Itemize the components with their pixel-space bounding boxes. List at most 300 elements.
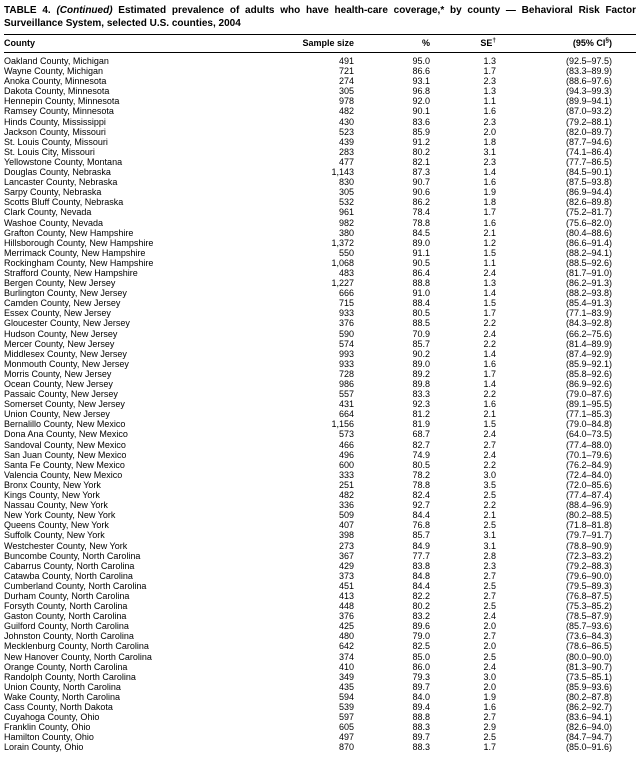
ci-cell: (80.2–88.5) [565,510,612,521]
county-cell: Yellowstone County, Montana [4,156,123,167]
se-cell: 2.5 [483,490,496,501]
sample-size-cell: 349 [338,671,354,682]
percent-cell: 91.2 [412,136,430,147]
table-row [4,76,636,86]
sample-size-cell: 978 [338,96,354,107]
ci-cell: (79.5–89.3) [565,580,612,591]
sample-size-cell: 539 [338,702,354,712]
table-row [4,742,636,752]
se-cell: 1.8 [483,197,496,208]
table-row [4,530,636,540]
percent-cell: 86.6 [412,66,430,77]
county-cell: Nassau County, New York [4,500,108,511]
sample-size-cell: 1,227 [331,278,354,289]
sample-size-cell: 373 [338,570,354,581]
county-cell: Catawba County, North Carolina [4,570,133,581]
ci-cell: (75.2–81.7) [565,207,612,218]
percent-cell: 82.2 [412,590,430,601]
ci-cell: (83.6–94.1) [565,712,612,723]
table-row [4,551,636,561]
se-cell: 1.1 [483,96,496,107]
percent-cell: 82.1 [412,156,430,167]
county-cell: Orange County, North Carolina [4,661,128,672]
county-cell: Ramsey County, Minnesota [4,106,114,117]
county-cell: Union County, North Carolina [4,681,121,692]
sample-size-cell: 448 [338,601,354,612]
se-cell: 1.6 [483,399,496,410]
table-row [4,480,636,490]
sample-size-cell: 532 [338,197,354,208]
ci-cell: (85.8–92.6) [565,368,612,379]
sample-size-cell: 491 [338,56,354,66]
percent-cell: 76.8 [412,520,430,531]
sample-size-cell: 477 [338,156,354,167]
percent-cell: 78.4 [412,207,430,218]
table-row [4,329,636,339]
sample-size-cell: 480 [338,631,354,642]
county-cell: Suffolk County, New York [4,530,105,541]
ci-cell: (66.2–75.6) [565,328,612,339]
county-cell: Hinds County, Mississippi [4,116,106,127]
ci-cell: (88.2–93.8) [565,288,612,299]
sample-size-cell: 482 [338,490,354,501]
sample-size-cell: 982 [338,217,354,228]
percent-cell: 91.0 [412,288,430,299]
percent-cell: 89.7 [412,732,430,743]
column-header-ci-label: (95% CI [572,38,606,48]
percent-cell: 83.6 [412,116,430,127]
sample-size-cell: 496 [338,449,354,460]
percent-cell: 89.0 [412,237,430,248]
sample-size-cell: 728 [338,368,354,379]
table-row [4,692,636,702]
county-cell: Douglas County, Nebraska [4,167,111,178]
table-row [4,167,636,177]
ci-cell: (86.2–91.3) [565,278,612,289]
sample-size-cell: 497 [338,732,354,743]
se-cell: 2.4 [483,661,496,672]
ci-cell: (64.0–73.5) [565,429,612,440]
percent-cell: 90.2 [412,348,430,359]
se-cell: 2.0 [483,621,496,632]
se-cell: 2.7 [483,712,496,723]
se-cell: 2.7 [483,631,496,642]
percent-cell: 78.8 [412,479,430,490]
sample-size-cell: 590 [338,328,354,339]
sample-size-cell: 413 [338,590,354,601]
sample-size-cell: 273 [338,540,354,551]
ci-cell: (77.1–85.3) [565,409,612,420]
column-header-county [4,35,254,53]
se-cell: 1.9 [483,691,496,702]
percent-cell: 77.7 [412,550,430,561]
ci-cell: (84.3–92.8) [565,318,612,329]
sample-size-cell: 283 [338,146,354,157]
table-row [4,450,636,460]
ci-cell: (80.2–87.8) [565,691,612,702]
table-row [4,288,636,298]
ci-cell: (89.9–94.1) [565,96,612,107]
table-row [4,389,636,399]
percent-cell: 92.3 [412,399,430,410]
column-header-ci-close-paren: ) [609,38,612,48]
percent-cell: 84.8 [412,570,430,581]
table-row [4,601,636,611]
sample-size-cell: 376 [338,318,354,329]
county-cell: Valencia County, New Mexico [4,469,123,480]
column-header-ci [496,35,636,53]
table-row [4,298,636,308]
ci-cell: (82.0–89.7) [565,126,612,137]
table-header-row [4,35,636,53]
prevalence-table [4,34,636,752]
county-cell: St. Louis City, Missouri [4,146,95,157]
sample-size-cell: 333 [338,469,354,480]
table-title-continued: (Continued) [56,5,113,16]
sample-size-cell: 573 [338,429,354,440]
se-cell: 1.4 [483,348,496,359]
ci-cell: (81.4–89.9) [565,338,612,349]
ci-cell: (80.0–90.0) [565,651,612,662]
ci-cell: (73.6–84.3) [565,631,612,642]
percent-cell: 79.0 [412,631,430,642]
county-cell: Anoka County, Minnesota [4,76,107,87]
percent-cell: 89.7 [412,681,430,692]
ci-cell: (74.1–86.4) [565,146,612,157]
table-row [4,127,636,137]
percent-cell: 83.8 [412,560,430,571]
county-cell: St. Louis County, Missouri [4,136,108,147]
sample-size-cell: 594 [338,691,354,702]
ci-cell: (94.3–99.3) [565,86,612,97]
sample-size-cell: 961 [338,207,354,218]
sample-size-cell: 429 [338,560,354,571]
percent-cell: 84.0 [412,691,430,702]
ci-cell: (92.5–97.5) [565,56,612,66]
se-cell: 1.5 [483,298,496,309]
percent-cell: 80.2 [412,601,430,612]
sample-size-cell: 380 [338,227,354,238]
se-cell: 1.8 [483,136,496,147]
se-cell: 1.1 [483,257,496,268]
county-cell: Cabarrus County, North Carolina [4,560,135,571]
county-cell: Cass County, North Dakota [4,702,113,712]
sample-size-cell: 398 [338,530,354,541]
table-row [4,197,636,207]
county-cell: Kings County, New York [4,490,100,501]
percent-cell: 88.4 [412,298,430,309]
ci-cell: (75.6–82.0) [565,217,612,228]
table-row [4,268,636,278]
county-cell: Mercer County, New Jersey [4,338,115,349]
table-row [4,520,636,530]
ci-cell: (87.7–94.6) [565,136,612,147]
sample-size-cell: 336 [338,500,354,511]
ci-cell: (79.6–90.0) [565,570,612,581]
ci-cell: (76.2–84.9) [565,459,612,470]
se-cell: 1.6 [483,106,496,117]
se-cell: 2.2 [483,338,496,349]
sample-size-cell: 1,143 [331,167,354,178]
county-cell: Morris County, New Jersey [4,368,112,379]
sample-size-cell: 251 [338,479,354,490]
se-cell: 1.4 [483,167,496,178]
se-cell: 1.5 [483,419,496,430]
table-row [4,53,636,67]
ci-cell: (86.6–91.4) [565,237,612,248]
table-row [4,672,636,682]
se-cell: 2.2 [483,459,496,470]
table-row [4,177,636,187]
county-cell: San Juan County, New Mexico [4,449,127,460]
ci-cell: (89.1–95.5) [565,399,612,410]
table-row [4,470,636,480]
county-cell: Wayne County, Michigan [4,66,104,77]
se-cell: 2.5 [483,732,496,743]
ci-cell: (85.4–91.3) [565,298,612,309]
sample-size-cell: 482 [338,106,354,117]
table-row [4,258,636,268]
county-cell: Monmouth County, New Jersey [4,358,129,369]
se-cell: 2.3 [483,560,496,571]
table-row [4,541,636,551]
percent-cell: 85.9 [412,126,430,137]
percent-cell: 82.5 [412,641,430,652]
county-cell: Strafford County, New Hampshire [4,267,138,278]
county-cell: Jackson County, Missouri [4,126,106,137]
table-row [4,429,636,439]
table-row [4,106,636,116]
table-title-label: TABLE 4. [4,5,57,16]
percent-cell: 79.3 [412,671,430,682]
percent-cell: 83.3 [412,389,430,400]
table-row [4,652,636,662]
table-row [4,591,636,601]
table-row [4,228,636,238]
percent-cell: 89.0 [412,358,430,369]
percent-cell: 85.0 [412,651,430,662]
table-row [4,561,636,571]
percent-cell: 91.1 [412,247,430,258]
se-cell: 1.6 [483,702,496,712]
se-cell: 1.3 [483,86,496,97]
se-cell: 3.1 [483,540,496,551]
se-cell: 2.4 [483,449,496,460]
percent-cell: 90.1 [412,106,430,117]
sample-size-cell: 664 [338,409,354,420]
sample-size-cell: 374 [338,651,354,662]
ci-cell: (79.2–88.1) [565,116,612,127]
table-row [4,96,636,106]
ci-cell: (76.8–87.5) [565,590,612,601]
percent-cell: 90.7 [412,177,430,188]
sample-size-cell: 509 [338,510,354,521]
se-cell: 1.7 [483,66,496,77]
table-row [4,409,636,419]
ci-cell: (84.7–94.7) [565,732,612,743]
column-header-county-label: County [4,38,35,48]
sample-size-cell: 430 [338,116,354,127]
percent-cell: 92.7 [412,500,430,511]
percent-cell: 68.7 [412,429,430,440]
percent-cell: 84.5 [412,227,430,238]
table-row [4,490,636,500]
ci-cell: (79.0–87.6) [565,389,612,400]
table-title-text: Estimated prevalence of adults who have health-care coverage,* by county — Behavioral Risk Factor Surveillance System, selected U.S. counties, 2004 [4,5,637,29]
table-row [4,510,636,520]
sample-size-cell: 666 [338,288,354,299]
se-cell: 2.2 [483,318,496,329]
table-row [4,308,636,318]
county-cell: Mecklenburg County, North Carolina [4,641,149,652]
sample-size-cell: 305 [338,187,354,198]
percent-cell: 88.8 [412,712,430,723]
sample-size-cell: 1,068 [331,257,354,268]
table-row [4,278,636,288]
ci-cell: (72.0–85.6) [565,479,612,490]
se-cell: 3.1 [483,146,496,157]
sample-size-cell: 483 [338,267,354,278]
se-cell: 2.1 [483,409,496,420]
percent-cell: 86.2 [412,197,430,208]
ci-cell: (78.5–87.9) [565,611,612,622]
table-title [4,5,636,30]
percent-cell: 88.5 [412,318,430,329]
table-row [4,339,636,349]
percent-cell: 84.9 [412,540,430,551]
percent-cell: 82.7 [412,439,430,450]
table-row [4,581,636,591]
se-cell: 1.3 [483,56,496,66]
county-cell: Rockingham County, New Hampshire [4,257,154,268]
percent-cell: 78.2 [412,469,430,480]
percent-cell: 74.9 [412,449,430,460]
table-header [4,35,636,53]
table-row [4,399,636,409]
sample-size-cell: 367 [338,550,354,561]
sample-size-cell: 574 [338,338,354,349]
county-cell: Somerset County, New Jersey [4,399,125,410]
percent-cell: 90.6 [412,187,430,198]
county-cell: Ocean County, New Jersey [4,379,113,389]
county-cell: Westchester County, New York [4,540,128,551]
table-row [4,440,636,450]
se-cell: 2.7 [483,439,496,450]
sample-size-cell: 523 [338,126,354,137]
table-row [4,702,636,712]
se-cell: 2.2 [483,389,496,400]
county-cell: Burlington County, New Jersey [4,288,127,299]
ci-cell: (73.5–85.1) [565,671,612,682]
percent-cell: 80.5 [412,308,430,319]
sample-size-cell: 600 [338,459,354,470]
se-cell: 2.5 [483,651,496,662]
se-cell: 1.5 [483,247,496,258]
county-cell: Hamilton County, Ohio [4,732,94,743]
se-cell: 3.1 [483,530,496,541]
column-header-percent-label: % [421,38,430,48]
sample-size-cell: 1,372 [331,237,354,248]
county-cell: Union County, New Jersey [4,409,110,420]
ci-cell: (78.8–90.9) [565,540,612,551]
percent-cell: 90.5 [412,257,430,268]
se-cell: 1.6 [483,358,496,369]
county-cell: Buncombe County, North Carolina [4,550,141,561]
sample-size-cell: 305 [338,86,354,97]
se-cell: 2.1 [483,227,496,238]
table-row [4,682,636,692]
table-row [4,611,636,621]
table-row [4,359,636,369]
percent-cell: 80.2 [412,146,430,157]
sample-size-cell: 550 [338,247,354,258]
ci-cell: (75.3–85.2) [565,601,612,612]
ci-cell: (72.3–83.2) [565,550,612,561]
percent-cell: 80.5 [412,459,430,470]
sample-size-cell: 870 [338,742,354,753]
table-row [4,369,636,379]
percent-cell: 85.7 [412,338,430,349]
sample-size-cell: 933 [338,308,354,319]
percent-cell: 84.4 [412,510,430,521]
county-cell: Hillsborough County, New Hampshire [4,237,154,248]
ci-cell: (79.0–84.8) [565,419,612,430]
county-cell: Hennepin County, Minnesota [4,96,120,107]
table-row [4,712,636,722]
se-cell: 2.3 [483,156,496,167]
sample-size-cell: 435 [338,681,354,692]
table-row [4,722,636,732]
se-cell: 2.4 [483,267,496,278]
county-cell: Gloucester County, New Jersey [4,318,130,329]
ci-cell: (85.9–93.6) [565,681,612,692]
column-header-se [430,35,496,53]
percent-cell: 89.8 [412,379,430,389]
county-cell: Gaston County, North Carolina [4,611,127,622]
table-row [4,86,636,96]
county-cell: Merrimack County, New Hampshire [4,247,146,258]
sample-size-cell: 376 [338,611,354,622]
county-cell: Johnston County, North Carolina [4,631,134,642]
percent-cell: 85.7 [412,530,430,541]
county-cell: Scotts Bluff County, Nebraska [4,197,124,208]
se-cell: 2.7 [483,570,496,581]
ci-cell: (86.9–94.4) [565,187,612,198]
sample-size-cell: 605 [338,722,354,733]
se-cell: 1.4 [483,288,496,299]
se-cell: 2.5 [483,601,496,612]
ci-cell: (77.7–86.5) [565,156,612,167]
county-cell: Passaic County, New Jersey [4,389,118,400]
column-header-se-label: SE [480,38,493,48]
se-cell: 2.7 [483,590,496,601]
percent-cell: 96.8 [412,86,430,97]
ci-cell: (82.6–89.8) [565,197,612,208]
se-cell: 2.4 [483,611,496,622]
percent-cell: 93.1 [412,76,430,87]
county-cell: Wake County, North Carolina [4,691,121,702]
table-row [4,238,636,248]
table-row [4,631,636,641]
ci-cell: (87.0–93.2) [565,106,612,117]
ci-cell: (82.6–94.0) [565,722,612,733]
county-cell: Middlesex County, New Jersey [4,348,127,359]
ci-cell: (88.6–97.6) [565,76,612,87]
percent-cell: 88.8 [412,278,430,289]
table-row [4,157,636,167]
ci-cell: (77.1–83.9) [565,308,612,319]
sample-size-cell: 425 [338,621,354,632]
